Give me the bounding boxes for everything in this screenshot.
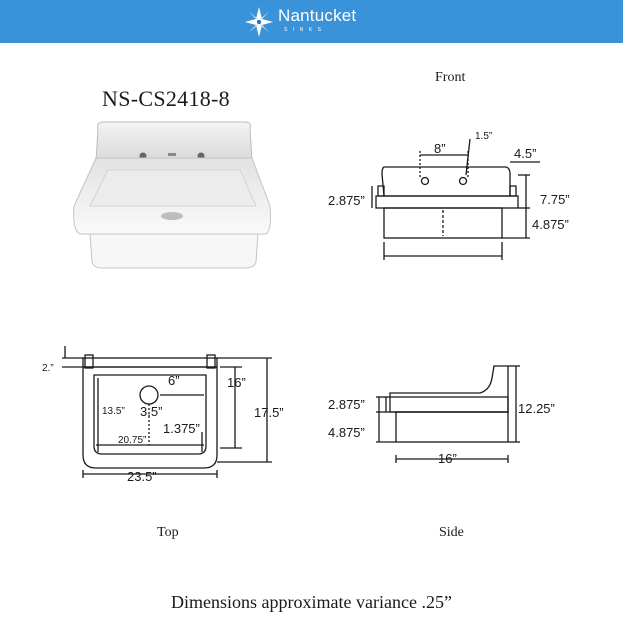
top-rim-depth: 2.” [42,363,54,374]
top-drain-size: 6” [168,373,180,388]
top-inner-depth: 16” [227,375,246,390]
front-faucet-spacing: 8” [434,141,446,156]
top-depth: 17.5” [254,405,284,420]
brand-subtitle: SINKS [284,27,327,33]
side-rim-height: 2.875” [328,397,365,412]
dimensions-note: Dimensions approximate variance .25” [171,592,452,612]
top-view-label: Top [157,525,179,540]
side-height: 12.25” [518,401,555,416]
front-view-label: Front [435,70,466,85]
model-number: NS-CS2418-8 [102,86,230,111]
front-rim-height: 2.875” [328,193,365,208]
side-view-label: Side [439,525,464,540]
side-apron-height: 4.875” [328,425,365,440]
top-bowl-width: 20.75” [118,435,147,446]
front-apron-height: 4.875” [532,217,569,232]
front-deck-height: 7.75” [540,192,570,207]
front-hole-size: 1.5” [475,131,493,142]
side-depth: 16” [438,451,457,466]
brand-name: Nantucket [278,6,357,25]
top-wall-thickness: 1.375” [163,421,200,436]
top-bowl-depth: 13.5” [102,406,125,417]
top-width: 23.5” [127,469,157,484]
top-drain-offset: 3.5” [140,404,163,419]
front-back-depth: 4.5” [514,146,537,161]
